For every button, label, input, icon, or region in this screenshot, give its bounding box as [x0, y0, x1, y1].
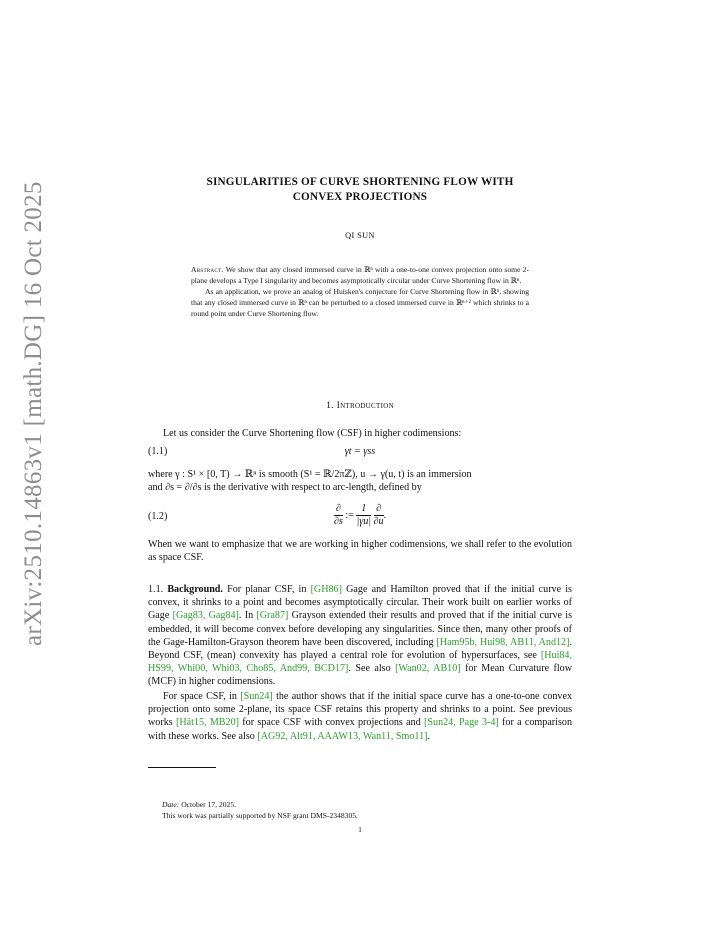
- p1-text-6: Grayson extended their results and proved that if the initial curve is embedded, it will become convex before developing any singularities. Since then, many other proofs of the Gage-Hamilton-Grayson theorem have been discovered, including: [148, 610, 573, 648]
- equation-1-1: [148, 446, 572, 462]
- citation-link[interactable]: [Sun24, Page 3-4]: [424, 717, 499, 729]
- equation-body: γt = γss: [344, 446, 376, 457]
- definition-line-1: where γ : S¹ × [0, T) → ℝⁿ is smooth (S¹ = ℝ/2πℤ), u → γ(u, t) is an immersion: [148, 469, 472, 480]
- abstract-paragraph-1: [191, 264, 529, 286]
- space-csf-paragraph: [148, 538, 572, 564]
- fraction-one-over-norm: $\frac{1}{|\gamma u|}$: [356, 503, 372, 527]
- abstract-label: Abstract.: [191, 265, 224, 274]
- page-number: 1: [358, 825, 362, 834]
- intro-paragraph: [148, 427, 572, 440]
- citation-link[interactable]: [Sun24]: [240, 691, 273, 702]
- p2-text-8: .: [427, 730, 431, 742]
- title-line-1: SINGULARITIES OF CURVE SHORTENING FLOW WITH: [206, 176, 514, 188]
- defined-as: :=: [345, 509, 354, 521]
- p1-text-4: . In: [238, 610, 257, 622]
- p2-text-2: the author shows that if the initial space curve has a one-to-one convex projection onto some 2-plane, its space CSF retains this property and shrinks to a point. See previous works: [148, 691, 572, 729]
- p2-text-4: for space CSF with convex projections and: [239, 717, 425, 729]
- date-label: Date:: [162, 800, 180, 809]
- footnote-date: [162, 800, 572, 810]
- subsection-title: Background.: [167, 584, 223, 595]
- p1-text-12: for Mean Curvature flow (MCF) in higher codimensions.: [148, 663, 572, 688]
- equation-1-2: (1.2) $\frac{\partial}{\partial s}$ := $\frac{1}{|\gamma u|}$ $\frac{\partial}{\partial u}$ .: [148, 503, 387, 527]
- p1-text-0: For planar CSF, in: [227, 584, 311, 595]
- space-csf-text: When we want to emphasize that we are working in higher codimensions, we shall refer to the evolution as space CSF.: [148, 539, 572, 564]
- fraction-d-ds: $\frac{\partial}{\partial s}$: [333, 503, 343, 527]
- citation-link[interactable]: [Hät15, MB20]: [175, 717, 239, 729]
- author-name: QI SUN: [345, 231, 375, 240]
- equation-number: (1.1): [148, 446, 168, 457]
- definition-line-2: and ∂s = ∂/∂s is the derivative with respect to arc-length, defined by: [148, 482, 422, 494]
- p2-text-0: For space CSF, in: [163, 691, 241, 702]
- abstract-text-1: We show that any closed immersed curve in ℝⁿ with a one-to-one convex projection onto some 2-plane develops a Type I singularity and becomes asymptotically circular under Curve Shortening flow in ℝⁿ.: [191, 265, 529, 286]
- background-paragraph-2: [148, 690, 572, 743]
- arxiv-identifier: arXiv:2510.14863v1 [math.DG] 16 Oct 2025: [20, 181, 47, 646]
- subsection-number: 1.1.: [148, 584, 164, 595]
- citation-link[interactable]: [Hui84, HS99, Whi00, Whi03, Cho85, And99, BCD17]: [148, 650, 572, 675]
- citation-link[interactable]: [Gra87]: [256, 610, 289, 622]
- p1-text-2: Gage and Hamilton proved that if the initial curve is convex, it shrinks to a point and becomes asymptotically circular. Their work built on earlier works of Gage: [148, 584, 572, 622]
- citation-link[interactable]: [GH86]: [310, 584, 342, 595]
- date-value: October 17, 2025.: [181, 800, 237, 809]
- footnote-rule: [148, 767, 216, 768]
- intro-text: Let us consider the Curve Shortening flow (CSF) in higher codimensions:: [163, 428, 462, 439]
- p1-text-10: . See also: [348, 663, 396, 675]
- background-paragraph-1: [148, 583, 572, 689]
- section-heading-introduction: 1. Introduction: [326, 400, 394, 411]
- citation-link[interactable]: [AG92, Alt91, AAAW13, Wan11, Smo11]: [257, 730, 428, 742]
- p2-text-6: for a comparison with these works. See also: [148, 717, 572, 742]
- definition-paragraph: [148, 468, 572, 494]
- fraction-d-du: $\frac{\partial}{\partial u}$: [373, 503, 384, 527]
- citation-link[interactable]: [Gag83, Gag84]: [172, 610, 239, 622]
- title-line-2: CONVEX PROJECTIONS: [292, 191, 428, 203]
- paper-title: [148, 175, 572, 205]
- abstract: [191, 264, 529, 319]
- abstract-paragraph-2: As an application, we prove an analog of Huisken's conjecture for Curve Shortening flow in ℝⁿ, showing that any closed immersed curve in ℝⁿ can be perturbed to a closed immersed curve in ℝⁿ⁺² which shrinks to a round point under Curve Shortening flow.: [191, 287, 529, 319]
- equation-number: (1.2): [148, 511, 168, 522]
- footnote-support: This work was partially supported by NSF grant DMS-2348305.: [162, 811, 358, 820]
- p1-text-8: . Beyond CSF, (mean) convexity has played a central role for evolution of hypersurfaces, see: [148, 636, 572, 662]
- citation-link[interactable]: [Wan02, AB10]: [395, 663, 461, 675]
- citation-link[interactable]: [Ham95b, Hui98, AB11, And12]: [436, 636, 570, 648]
